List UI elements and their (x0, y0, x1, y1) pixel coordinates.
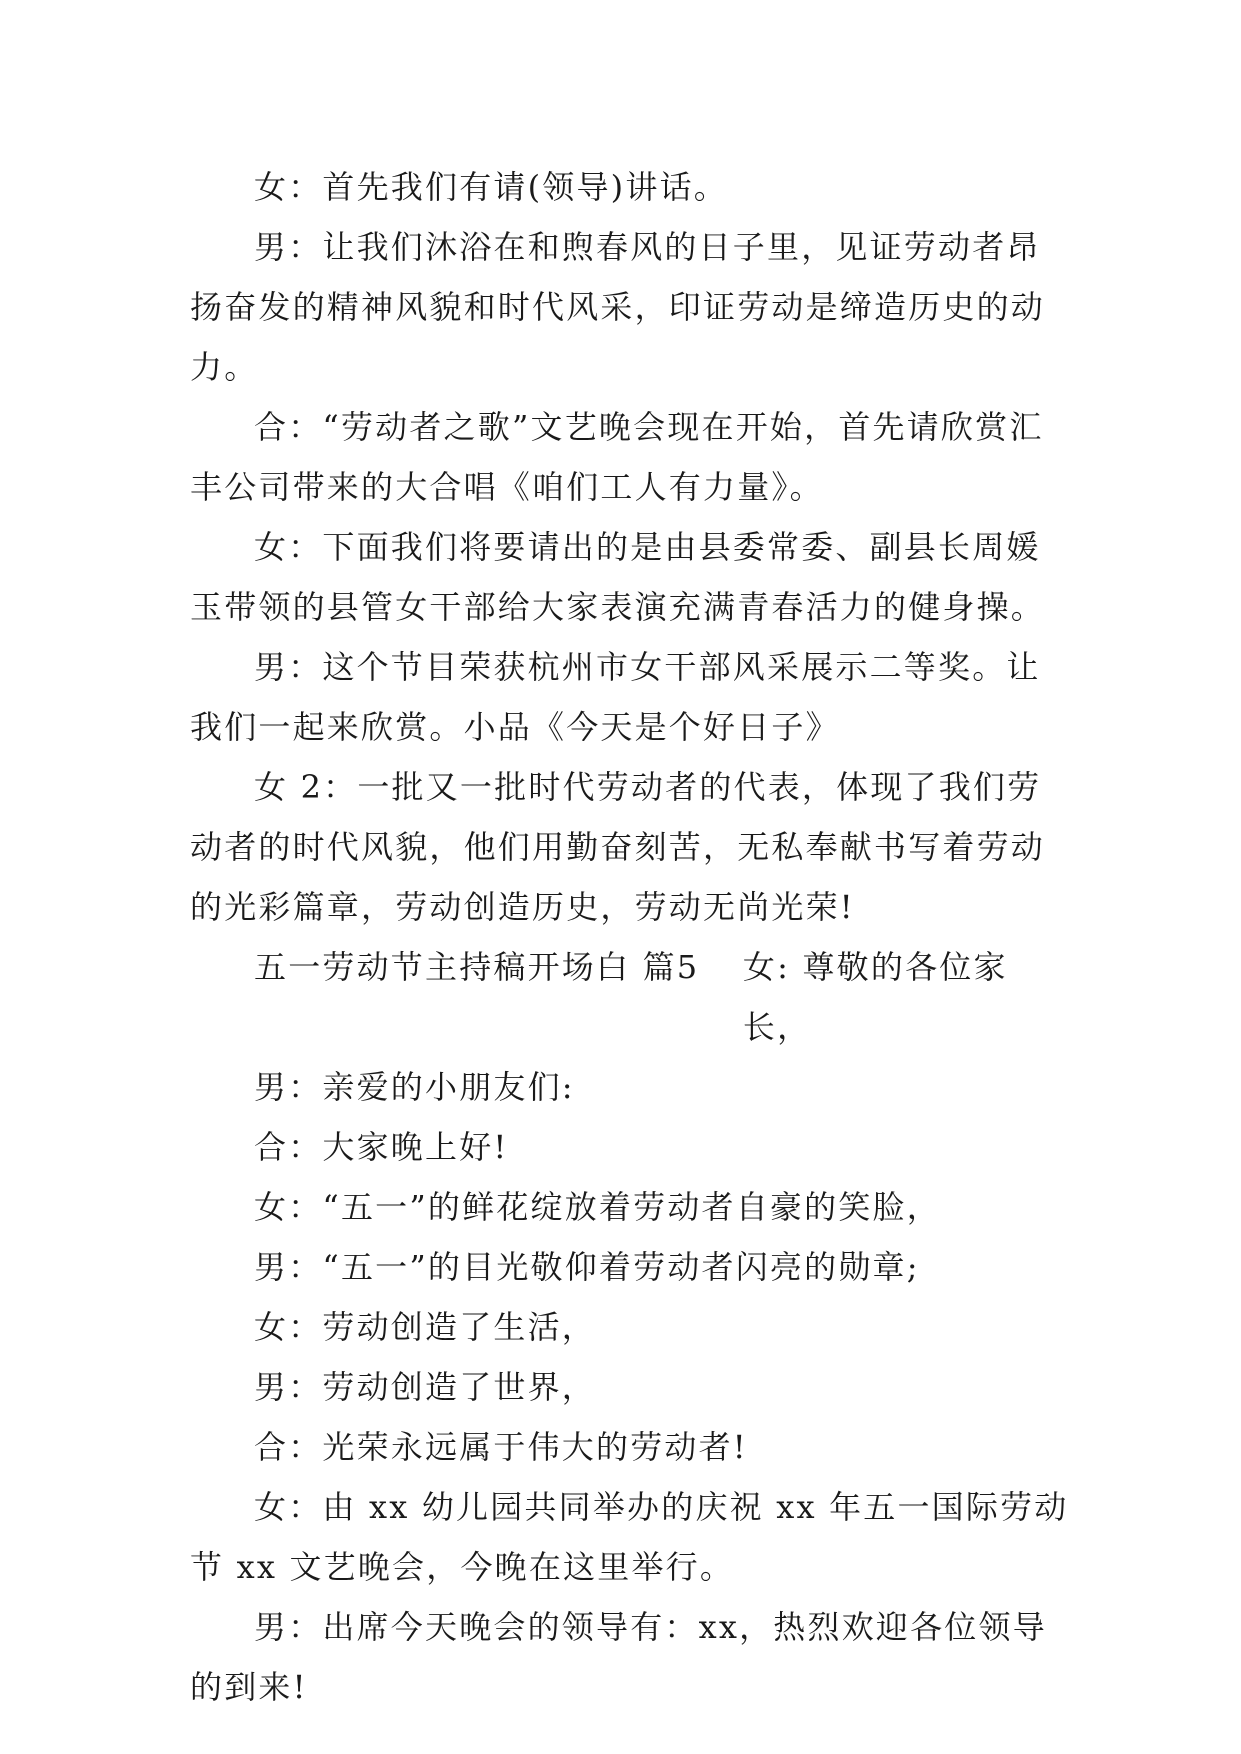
paragraph: 合：大家晚上好! (254, 1128, 509, 1166)
paragraph: 男：亲爱的小朋友们: (254, 1068, 575, 1106)
document-body (190, 157, 1070, 1717)
paragraph: 女：下面我们将要请出的是由县委常委、副县长周媛玉带领的县管女干部给大家表演充满青春活力的健身操。 (190, 528, 1046, 626)
paragraph: 合：“劳动者之歌”文艺晚会现在开始，首先请欣赏汇丰公司带来的大合唱《咱们工人有力量》。 (190, 408, 1044, 506)
paragraph: 女：由 xx 幼儿园共同举办的庆祝 xx 年五一国际劳动节 xx 文艺晚会，今晚在这里举行。 (190, 1488, 1069, 1586)
section-heading: 五一劳动节主持稿开场白 篇5 (254, 948, 700, 986)
paragraph: 男：劳动创造了世界， (254, 1368, 597, 1406)
paragraph: 女：“五一”的鲜花绽放着劳动者自豪的笑脸， (254, 1188, 941, 1226)
paragraph: 女：首先我们有请(领导)讲话。 (254, 168, 728, 206)
paragraph: 合：光荣永远属于伟大的劳动者! (254, 1428, 748, 1466)
section-heading-line (190, 937, 1070, 1057)
section-first-line: 女: 尊敬的各位家长， (742, 948, 1008, 1046)
paragraph: 女 2：一批又一批时代劳动者的代表，体现了我们劳动者的时代风貌，他们用勤奋刻苦，无私奉献书写着劳动的光彩篇章，劳动创造历史，劳动无尚光荣! (190, 768, 1046, 926)
paragraph: 男：出席今天晚会的领导有：xx，热烈欢迎各位领导的到来! (190, 1608, 1047, 1706)
paragraph: 女：劳动创造了生活， (254, 1308, 597, 1346)
paragraph: 男：这个节目荣获杭州市女干部风采展示二等奖。让我们一起来欣赏。小品《今天是个好日子》 (190, 648, 1041, 746)
paragraph: 男：让我们沐浴在和煦春风的日子里，见证劳动者昂扬奋发的精神风貌和时代风采，印证劳动是缔造历史的动力。 (190, 228, 1046, 386)
paragraph: 男：“五一”的目光敬仰着劳动者闪亮的勋章; (254, 1248, 920, 1286)
